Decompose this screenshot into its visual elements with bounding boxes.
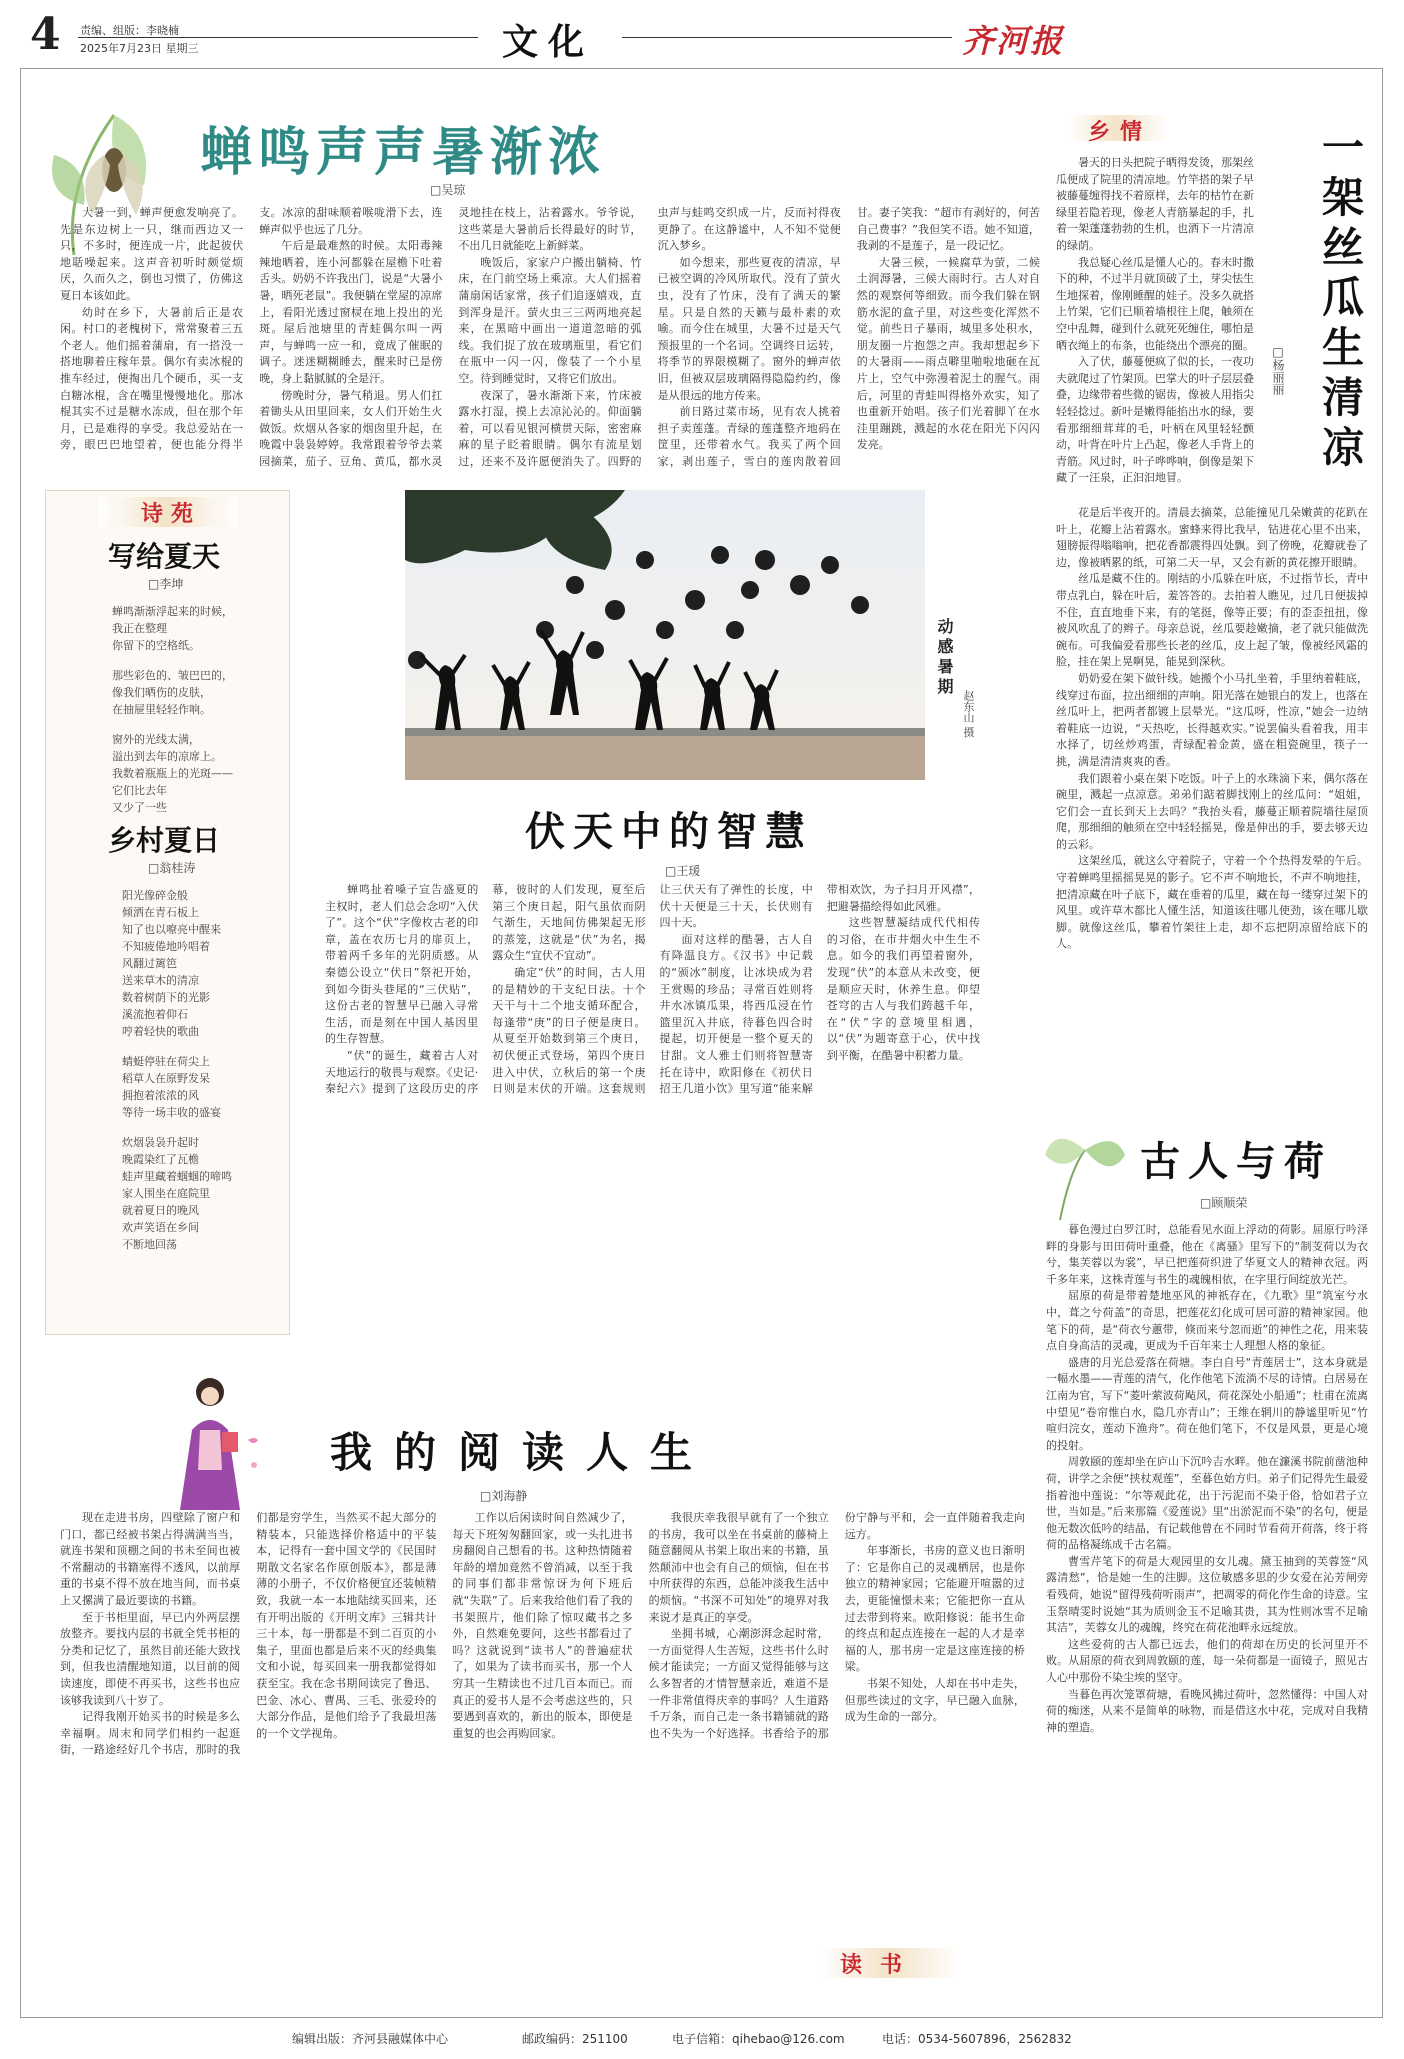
paragraph: 夜深了，暑水渐渐下来，竹床被露水打湿，摸上去凉沁沁的。仰面躺着，可以看见银河横贯天际，密密麻麻的星子眨着眼睛。偶尔有流星划过，还来不及许愿便消失了。四野的虫声与蛙鸣交织成一片，反而衬得夜更静了。在这静谧中，人不知不觉便沉入梦乡。 <box>458 206 841 468</box>
paragraph: 暮色漫过白罗江时，总能看见水面上浮动的荷影。屈原行吟泽畔的身影与田田荷叶重叠，他在《离骚》里写下的“制芰荷以为衣兮，集芙蓉以为裳”，早已把莲荷织进了华夏文人的精神衣冠。两千多年来，这株青莲与书生的魂魄相依，在字里行间绽放光芒。 <box>1046 1223 1368 1286</box>
paragraph: 现在走进书房，四壁除了窗户和门口，都已经被书架占得满满当当，就连书架和顶棚之间的书未至间也被不常翻动的书籍塞得不透风，以前厚重的书桌不得不放在地当间，而书桌上又摞满了最近要读的书籍。 <box>60 1511 241 1607</box>
article-5 <box>40 1370 1035 2010</box>
poem-line: 蝉鸣渐渐浮起来的时候， <box>112 605 233 618</box>
poem-line: 又少了一些 <box>112 801 167 814</box>
poem-line: 家人围坐在庭院里 <box>122 1187 210 1200</box>
paragraph: 当暮色再次笼罩荷塘，看晚风拂过荷叶，忽然懂得：中国人对荷的痴迷，从来不是简单的咏物，而是借这水中花，完成对自我精神的塑造。 <box>1046 1687 1368 1734</box>
poem-1-title: 写给夏天 <box>108 540 221 573</box>
poem-1-body <box>112 603 282 816</box>
paragraph: 丝瓜是藏不住的。刚结的小瓜躲在叶底，不过指节长，青中带点乳白，躲在叶后，羞答答的。去拍着人瞧见，过几日便拔掉不住，直直地垂下来，有的笔挺，像等正要；有的歪歪扭扭，像被风吹乱了的辫子。母亲总说，丝瓜要趁嫩摘，老了就只能做洗碗布。可我偏爱看那些长老的丝瓜，皮上起了皱，像被经风霜的脸，挂在架上晃啊晃，能晃到深秋。 <box>1056 572 1368 669</box>
poem-line: 溢出到去年的凉席上。 <box>112 750 222 763</box>
paragraph: 暑天的日头把院子晒得发烫，那架丝瓜便成了院里的清凉地。竹竿搭的架子早被藤蔓缠得找不着原样，去年的枯竹在新绿里若隐若现，像老人青筋暴起的手，扎着一架蓬蓬勃勃的生机，也洒下一片清凉的绿荫。 <box>1056 156 1254 252</box>
footer-postcode: 邮政编码：251100 <box>522 2032 628 2046</box>
poem-1-author: □李坤 <box>148 577 184 591</box>
poem-2-title: 乡村夏日 <box>108 824 221 857</box>
paragraph: 屈原的荷是带着楚地巫风的神祇存在，《九歌》里“筑室兮水中，葺之兮荷盖”的奇思，把莲花幻化成可居可游的精神家园。他笔下的荷，是“荷衣兮蕙带，倏而来兮忽而逝”的神性之花，用来装点自身高洁的灵魂，更成为千百年来士人理想人格的象征。 <box>1046 1289 1368 1353</box>
paragraph: 工作以后闲读时间自然减少了，每天下班匆匆翻回家，或一头扎进书房翻阅自己想看的书。这种热情随着年龄的增加竟然不曾消减，以至于我的同事们都非常惊讶为何下班后就“失联”了。后来我给他们看了我的书架照片，他们除了惊叹藏书之多外，自然难免要问，这些书都看过了吗？这就说到“读书人”的普遍症状了，如果为了读书而买书，那一个人穷其一生精读也不过几百本而已。而真正的爱书人是不会考虑这些的，只要遇到喜欢的，新出的版本，即使是重复的也会再购回家。 <box>452 1511 633 1740</box>
article-2 <box>1048 85 1378 1105</box>
paragraph: 大暑三候，一候腐草为萤，二候土润溽暑，三候大雨时行。古人对自然的观察何等细致。而今我们躲在钢筋水泥的盒子里，对这些变化浑然不觉。前些日子暴雨，城里多处积水，朋友圈一片抱怨之声。我却想起乡下的大暑雨——雨点噼里啪啦地砸在瓦片上，空气中弥漫着泥土的腥气。雨后，河里的青蛙叫得格外欢实，知了也重新开始唱。孩子们光着脚丫在水洼里蹦跳，溅起的水花在阳光下闪闪发亮。 <box>856 255 1040 452</box>
section-badge-label: 读书 <box>840 1952 921 1978</box>
poem-line: 我数着瓶瓶上的光斑—— <box>112 767 233 780</box>
paragraph: 我们跟着小桌在架下吃饭。叶子上的水珠滴下来，偶尔落在碗里，溅起一点凉意。弟弟们踮着脚找刚上的丝瓜问：“姐姐，它们会一直长到天上去吗？”我抬头看，藤蔓正顺着院墙往屋顶爬，那细细的触须在空中轻轻摇晃，像是伸出的手，要去够天边的云彩。 <box>1056 771 1368 851</box>
paragraph: 这些智慧凝结成代代相传的习俗，在市井烟火中生生不息。如今的我们再望着窗外，发现“伏”的本意从未改变，便是顺应天时，休养生息。仰望苍穹的古人与我们跨越千年，在“伏”字的意境里相遇，以“伏”为题寄意于心，伏中找到平衡，在酷暑中积蓄力量。 <box>826 916 980 1062</box>
article-1-body <box>60 205 1040 475</box>
poem-line: 送来草木的清凉 <box>122 974 199 987</box>
paragraph: 年事渐长，书房的意义也日渐明了：它是你自己的灵魂栖居，也是你独立的精神家园；它能避开喧嚣的过去，更能憧憬未来；它能把你一直从过去带到将来。欧阳修说：能书生命的终点和起点连接在一起的人才是幸福的人，那书房一定是这座连接的桥梁。 <box>844 1544 1025 1674</box>
poem-line: 风翻过篱笆 <box>122 957 177 970</box>
article-1-author: □吴琼 <box>430 183 466 197</box>
poem-line: 就着夏日的晚风 <box>122 1204 199 1217</box>
poem-line: 不知疲倦地吟唱着 <box>122 940 210 953</box>
page-number: 4 <box>30 9 61 60</box>
article-5-body <box>60 1510 1025 1935</box>
poem-2-author: □翁桂涛 <box>148 861 196 875</box>
poem-line: 在抽屉里轻轻作响。 <box>112 703 211 716</box>
poem-line: 它们比去年 <box>112 784 167 797</box>
section-badge-label: 诗苑 <box>141 501 202 527</box>
article-1-title: 蝉鸣声声暑渐浓 <box>200 122 607 183</box>
poem-line: 窗外的光线太满， <box>112 733 200 746</box>
article-2-body-top <box>1056 155 1254 505</box>
paragraph: 坐拥书城，心潮澎湃念起时常，一方面觉得人生苦短，这些书什么时候才能读完；一方面又觉得能够与这么多智者的才情智慧亲近，难道不是一件非常值得庆幸的事吗？人生道路千万条，而自己走一条书籍铺就的路也不失为一个好选择。书香给予的那份宁静与平和，会一直伴随着我走向远方。 <box>648 1511 1025 1740</box>
header-rule-right <box>622 37 952 38</box>
poem-line: 你留下的空格纸。 <box>112 639 200 652</box>
poem-line: 数着树荫下的光影 <box>122 991 210 1004</box>
paragraph: 入了伏，藤蔓便疯了似的长，一夜功夫就爬过了竹架顶。巴掌大的叶子层层叠叠，边缘带着些微的锯齿，像被人用指尖轻轻捻过。新叶是嫩得能掐出水的绿，要看那细细茸茸的毛，叶柄在风里轻轻颤动，叶背在叶片上凸起，像老人手背上的青筋。风过时，叶子哗哗响，倒像是架下藏了一汪泉，正汩汩地冒。 <box>1056 355 1254 485</box>
article-2-title: 一架丝瓜生清凉 <box>1316 125 1365 475</box>
poem-line: 溪流抱着仰石 <box>122 1008 188 1021</box>
article-6-title: 古人与荷 <box>1140 1138 1332 1185</box>
paragraph: 我很庆幸我很早就有了一个独立的书房，我可以坐在书桌前的藤椅上随意翻阅从书架上取出来的书籍，虽然颠沛中也会有自己的烦恼，但在书中所获得的东西，总能冲淡我生活中的烦恼。“书深不可知处”的境界对我来说才是真正的享受。 <box>648 1511 829 1624</box>
article-2-body <box>1056 505 1368 1090</box>
article-2-author: □杨丽丽 <box>1271 345 1285 395</box>
article-3-poems <box>45 490 290 1335</box>
paragraph: 书架不知处，人却在书中走失，但那些读过的文字，早已融入血脉，成为生命的一部分。 <box>844 1676 1025 1724</box>
footer-publisher: 编辑出版：齐河县融媒体中心 <box>292 2032 449 2046</box>
paragraph: 蝉鸣扯着嗓子宣告盛夏的主权时，老人们总会念叨“入伏了”。这个“伏”字像枚古老的印章，盖在农历七月的扉页上，带着两千多年的光阴质感。从秦德公设立“伏日”祭祀开始，到如今街头巷尾的“三伏贴”，这份古老的智慧早已融入寻常生活，而是刻在中国人基因里的生存智慧。 <box>325 883 479 1046</box>
paragraph: 盛唐的月光总爱落在荷塘。李白自号“青莲居士”，这本身就是一幅水墨——青莲的清气，化作他笔下流淌不尽的诗情。白居易在江南为官，写下“菱叶萦波荷飐风，荷花深处小船通”；杜甫在流离中望见“卷帘惟白水，隐几亦青山”；王维在辋川的静谧里听见“竹喧归浣女，莲动下渔舟”。荷在他们笔下，不仅是风景，更是心境的投射。 <box>1046 1355 1368 1452</box>
lotus-leaf-icon <box>1040 1110 1130 1230</box>
paragraph: 这架丝瓜，就这么守着院子，守着一个个热得发晕的午后。守着蝉鸣里摇摇晃晃的影子。它不声不响地长，不声不响地挂，把清凉藏在叶子底下，藏在垂着的瓜里，藏在每一缕穿过架下的风里。或许草木都比人懂生活，知道该往哪儿使劲，该在哪儿歇脚。就像这丝瓜，攀着竹架往上走，却不忘把阴凉留给底下的人。 <box>1056 854 1368 951</box>
article-4-author: □王瑗 <box>665 864 701 878</box>
article-6-author: □顾顺荣 <box>1200 1196 1248 1210</box>
poem-line: 炊烟袅袅升起时 <box>122 1136 199 1149</box>
poem-line: 不断地回荡 <box>122 1238 177 1251</box>
poem-line: 知了也以嘹亮中醒来 <box>122 923 221 936</box>
paragraph: 我总疑心丝瓜是懂人心的。春末时撒下的种，不过半月就顶破了土，芽尖怯生生地探着，像刚睡醒的娃子。没多久就搭上竹架，它们已顺着墙根往上爬，触须在空中乱舞，碰到什么就死死缠住，哪怕是晒衣绳上的布条，也能绕出个漂亮的圈。 <box>1056 255 1254 352</box>
paragraph: 周敦颐的莲却坐在庐山下沉吟吉水畔。他在濂溪书院前凿池种荷，讲学之余便“挟杖观莲”，至暮色始方归。弟子们记得先生最爱指着池中莲说：“尔等观此花，出于污泥而不染于俗，恰如君子立世，当如是。”后来那篇《爱莲说》里“出淤泥而不染”的名句，便是他无数次低吟的结晶，有记载他曾在不同时节看荷开荷落，终于将荷的品格凝练成千古名篇。 <box>1046 1455 1368 1552</box>
poem-line: 欢声笑语在乡间 <box>122 1221 199 1234</box>
photo-block <box>405 490 985 780</box>
section-badge-label: 乡情 <box>1088 119 1153 145</box>
poem-line: 我正在整理 <box>112 622 167 635</box>
poem-line: 像我们晒伤的皮肤， <box>112 686 211 699</box>
article-4 <box>325 790 980 1190</box>
page-footer <box>22 2024 1382 2054</box>
page-header <box>22 9 1382 63</box>
article-5-title: 我的阅读人生 <box>330 1428 715 1477</box>
paragraph: 幼时在乡下，大暑前后正是农闲。村口的老槐树下，常常聚着三五个老人。他们摇着蒲扇，有一搭没一搭地聊着庄稼年景。偶尔有卖冰棍的推车经过，便掏出几个硬币，买一支白糖冰棍，含在嘴里慢慢地化。那冰棍其实不过是糖水冻成，但在那个年月，已是难得的享受。我总爱站在一旁，眼巴巴地望着，便也能分得半支。冰凉的甜味顺着喉咙滑下去，连蝉声似乎也远了几分。 <box>60 206 443 452</box>
paragraph: 奶奶爱在架下做针线。她搬个小马扎坐着，手里纳着鞋底，线穿过布面，拉出细细的声响。阳光落在她银白的发上，也落在丝瓜叶上，把两者都镀上层晕光。“这瓜呀，性凉，”她会一边纳着鞋底一边说，“天热吃，长得越欢实。”说罢偏头看着我，用丰水择了，切丝炒鸡蛋，青绿配着金黄，盛在粗瓷碗里，筷子一挑，满是清清爽爽的香。 <box>1056 671 1368 768</box>
poem-2-body <box>122 887 287 1253</box>
poem-line: 等待一场丰收的盛宴 <box>122 1106 221 1119</box>
paragraph: 如今想来，那些夏夜的清凉，早已被空调的冷风所取代。没有了萤火虫，没有了竹床，没有了满天的繁星。只是自然的天籁与最朴素的欢喻。而今住在城里，大暑不过是天气预报里的一个名词。空调终日运转，将季节的界限模糊了。窗外的蝉声依旧，但被双层玻璃隔得隐隐约约，像是从很远的地方传来。 <box>657 255 841 402</box>
reading-girl-illustration <box>170 1370 270 1520</box>
basketball-photo <box>405 490 925 780</box>
paragraph: 前日路过菜市场，见有农人挑着担子卖莲蓬。青绿的莲蓬整齐地码在筐里，还带着水气。我买了两个回家，剥出莲子，雪白的莲肉散着回甘。妻子笑我：“超市有剥好的，何苦自己费事？”我但笑不语。她不知道，我剥的不是莲子，是一段记忆。 <box>657 206 1040 468</box>
paragraph: 确定“伏”的时间，古人用的是精妙的干支纪日法。十个天干与十二个地支循环配合，每逢带“庚”的日子便是庚日。从夏至开始数到第三个庚日，初伏便正式登场，第四个庚日进入中伏，立秋后的第一个庚日则是末伏的开端。这套规则让三伏天有了弹性的长度，中伏十天便是三十天，长伏则有四十天。 <box>492 883 813 1096</box>
poem-line: 蜻蜓停驻在荷尖上 <box>122 1055 210 1068</box>
photo-caption-credit: 赵东山 摄 <box>962 690 975 738</box>
masthead-logo: 齐河报 <box>962 22 1065 60</box>
paragraph: “伏”的诞生，藏着古人对天地运行的敬畏与观察。《史记·秦纪六》提到了这段历史的序幕，彼时的人们发现，夏至后第三个庚日起，阳气虽依而阴气渐生，天地间仿佛架起无形的蒸笼，这就是“伏”为名，揭露众生“宜伏不宜动”。 <box>325 883 646 1096</box>
paragraph: 面对这样的酷暑，古人自有降温良方。《汉书》中记载的“颁冰”制度，让冰块成为君王赏赐的珍品；寻常百姓则将井水冰镇瓜果，将西瓜浸在竹篮里沉入井底，待暮色四合时提起，切开便是一整个夏天的甘甜。文人雅士们则将智慧寄托在诗中，欧阳修在《初伏日招王几道小饮》里写道“能来解带相欢饮，为子扫月开风襟”，把避暑描绘得如此风雅。 <box>659 883 980 1096</box>
editor-credit: 责编、组版：李晓楠 <box>80 24 179 37</box>
poem-line: 哼着轻快的歌曲 <box>122 1025 199 1038</box>
section-title: 文化 <box>502 21 595 63</box>
poem-line: 晚霞染红了瓦檐 <box>122 1153 199 1166</box>
paragraph: 记得我刚开始买书的时候是多么幸福啊。周末和同学们相约一起逛街，一路途经好几个书店，那时的我们都是穷学生，当然买不起大部分的精装本，只能选择价格适中的平装本，记得有一套中国文学的《民国时期散文名家名作原创版本》，都是薄薄的小册子，不仅价格便宜还装帧精致，我就一本一本地陆续买回来，还有开明出版的《开明文库》三辑共计三十本，每一册都是不到二百页的小集子，里面也都是后来不灭的经典集文和小说，每买回来一册我都觉得如获至宝。我在念书期间读完了鲁迅、巴金、冰心、曹禺、三毛、张爱玲的大部分作品，是他们给予了我最坦荡的一个文学视角。 <box>60 1511 437 1757</box>
footer-phone: 电话：0534-5607896，2562832 <box>882 2032 1072 2046</box>
article-4-title: 伏天中的智慧 <box>525 808 813 855</box>
article-4-body <box>325 882 980 1185</box>
photo-caption-title: 动感暑期 <box>935 618 954 698</box>
article-6 <box>1040 1110 1375 2010</box>
article-5-author: □刘海静 <box>480 1489 528 1503</box>
paragraph: 傍晚时分，暑气稍退。男人们扛着锄头从田里回来，女人们开始生火做饭。炊烟从各家的烟囱里升起，在晚霞中袅袅婷婷。我常跟着爷爷去菜园摘菜，茄子、豆角、黄瓜，都水灵灵地挂在枝上，沾着露水。爷爷说，这些菜是大暑前后长得最好的时节，不出几日就能吃上新鲜菜。 <box>259 206 642 468</box>
paragraph: 这些爱荷的古人都已远去，他们的荷却在历史的长河里开不败。从屈原的荷衣到周敦颐的莲，每一朵荷都是一面镜子，照见古人心中那份不染尘埃的坚守。 <box>1046 1637 1368 1685</box>
article-1 <box>40 85 1048 475</box>
paragraph: 晚饭后，家家户户搬出躺椅、竹床，在门前空场上乘凉。大人们摇着蒲扇闲话家常，孩子们追逐嬉戏，直到浑身是汗。萤火虫三三两两地亮起来，在黑暗中画出一道道忽暗的弧线。我们捉了放在玻璃瓶里，看它们在瓶中一闪一闪，像装了一个小星空。待到睡觉时，又将它们放出。 <box>458 255 642 385</box>
poem-line: 阳光像碎金般 <box>122 889 188 902</box>
paragraph: 至于书柜里面，早已内外两层摆放整齐。要找内层的书就全凭书柜的分类和记忆了，虽然目前还能大致找到，但我也清醒地知道，以目前的阅读速度，即使不再买书，这些书也应该够我读到八十岁了。 <box>60 1610 241 1707</box>
paragraph: 大暑一到，蝉声便愈发响亮了。先是东边树上一只，继而西边又一只，不多时，便连成一片，此起彼伏地聒噪起来。这声音初听时颇觉烦厌，久而久之，倒也习惯了，仿佛这夏日本该如此。 <box>60 206 244 302</box>
poem-line: 蛙声里藏着蝈蝈的啼鸣 <box>122 1170 232 1183</box>
poem-line: 那些彩色的、皱巴巴的， <box>112 669 233 682</box>
poem-line: 拥抱着浓浓的风 <box>122 1089 199 1102</box>
paragraph: 花是后半夜开的。清晨去摘菜，总能撞见几朵嫩黄的花趴在叶上，花瓣上沾着露水。蜜蜂来得比我早，钻进花心里不出来，翅膀振得嗡嗡响，把花香都震得四处飘。到了傍晚，花瓣就卷了边，像被晒累的纸，可第二天一早，又会有新的黄花擦开眼睛。 <box>1056 506 1368 569</box>
paragraph: 曹雪芹笔下的荷是大观园里的女儿魂。黛玉抽到的芙蓉签“风露清愁”，恰是她一生的注脚。这位敏感多思的少女爱在沁芳闸旁看残荷，她说“留得残荷听雨声”，把凋零的荷化作生命的诗意。宝玉祭晴雯时说她“其为质则金玉不足喻其贵，其为性则冰雪不足喻其洁”，芙蓉女儿的魂魄，终究在荷花池畔永远绽放。 <box>1046 1554 1368 1635</box>
issue-date: 2025年7月23日 星期三 <box>80 42 199 55</box>
poem-line: 倾洒在青石板上 <box>122 906 199 919</box>
header-rule-left <box>78 37 478 38</box>
paragraph: 午后是最难熬的时候。太阳毒辣辣地晒着，连小河都躲在屋檐下吐着舌头。奶奶不许我出门，说是“大暑小暑，晒死老鼠”。我便躺在堂屋的凉席上，看阳光透过窗棂在地上投出的光斑。屋后池塘里的青蛙偶尔叫一两声，与蝉鸣一应一和，竟成了催眠的调子。迷迷糊糊睡去，醒来时已是傍晚，身上黏腻腻的全是汗。 <box>259 239 443 385</box>
footer-email: 电子信箱：qihebao@126.com <box>672 2032 845 2046</box>
poem-line: 稻草人在原野发呆 <box>122 1072 210 1085</box>
article-6-body <box>1046 1222 1368 2002</box>
